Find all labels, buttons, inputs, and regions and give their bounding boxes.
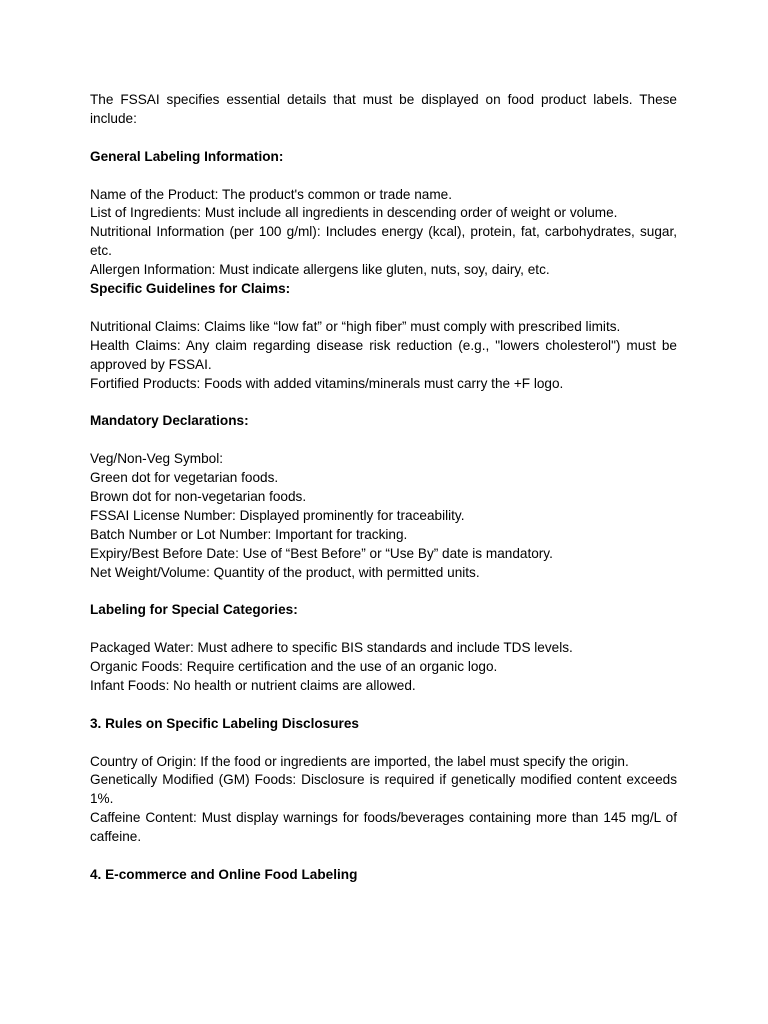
section-heading-special: Labeling for Special Categories: <box>90 602 298 618</box>
list-item: Caffeine Content: Must display warnings for foods/beverages containing more than 145 mg/L of caffeine. <box>90 810 677 845</box>
list-item: Health Claims: Any claim regarding disease risk reduction (e.g., "lowers cholesterol") must be approved by FSSAI. <box>90 337 677 372</box>
spacer <box>90 696 677 715</box>
list-item: Expiry/Best Before Date: Use of “Best Before” or “Use By” date is mandatory. <box>90 545 553 561</box>
intro-paragraph: The FSSAI specifies essential details that must be displayed on food product labels. These include: <box>90 92 677 126</box>
list-item: FSSAI License Number: Displayed prominently for traceability. <box>90 507 465 523</box>
spacer <box>90 847 677 866</box>
spacer <box>90 299 677 318</box>
list-item: Nutritional Claims: Claims like “low fat” or “high fiber” must comply with prescribed limits. <box>90 318 621 334</box>
section-heading-disclosures: 3. Rules on Specific Labeling Disclosures <box>90 715 359 731</box>
list-item: List of Ingredients: Must include all ingredients in descending order of weight or volume. <box>90 205 618 221</box>
list-item: Nutritional Information (per 100 g/ml): Includes energy (kcal), protein, fat, carbohydrates, sugar, etc. <box>90 224 677 259</box>
section-heading-mandatory: Mandatory Declarations: <box>90 413 249 429</box>
list-item: Fortified Products: Foods with added vitamins/minerals must carry the +F logo. <box>90 375 564 391</box>
spacer <box>90 393 677 412</box>
list-item: Name of the Product: The product's common or trade name. <box>90 186 452 202</box>
section-heading-claims: Specific Guidelines for Claims: <box>90 281 291 297</box>
list-item: Organic Foods: Require certification and the use of an organic logo. <box>90 659 498 675</box>
list-item: Veg/Non-Veg Symbol: <box>90 451 223 467</box>
list-item: Packaged Water: Must adhere to specific BIS standards and include TDS levels. <box>90 640 573 656</box>
spacer <box>90 129 677 148</box>
list-item: Brown dot for non-vegetarian foods. <box>90 488 307 504</box>
list-item: Genetically Modified (GM) Foods: Disclosure is required if genetically modified content exceeds 1%. <box>90 772 677 807</box>
list-item: Allergen Information: Must indicate allergens like gluten, nuts, soy, dairy, etc. <box>90 262 550 278</box>
list-item: Batch Number or Lot Number: Important for tracking. <box>90 526 408 542</box>
spacer <box>90 734 677 753</box>
section-heading-general: General Labeling Information: <box>90 148 284 164</box>
spacer <box>90 582 677 601</box>
list-item: Net Weight/Volume: Quantity of the product, with permitted units. <box>90 564 480 580</box>
spacer <box>90 431 677 450</box>
list-item: Country of Origin: If the food or ingredients are imported, the label must specify the origin. <box>90 753 629 769</box>
list-item: Infant Foods: No health or nutrient claims are allowed. <box>90 677 416 693</box>
section-heading-ecommerce: 4. E-commerce and Online Food Labeling <box>90 867 358 882</box>
spacer <box>90 167 677 186</box>
spacer <box>90 620 677 639</box>
list-item: Green dot for vegetarian foods. <box>90 470 279 486</box>
document-page <box>90 91 677 885</box>
